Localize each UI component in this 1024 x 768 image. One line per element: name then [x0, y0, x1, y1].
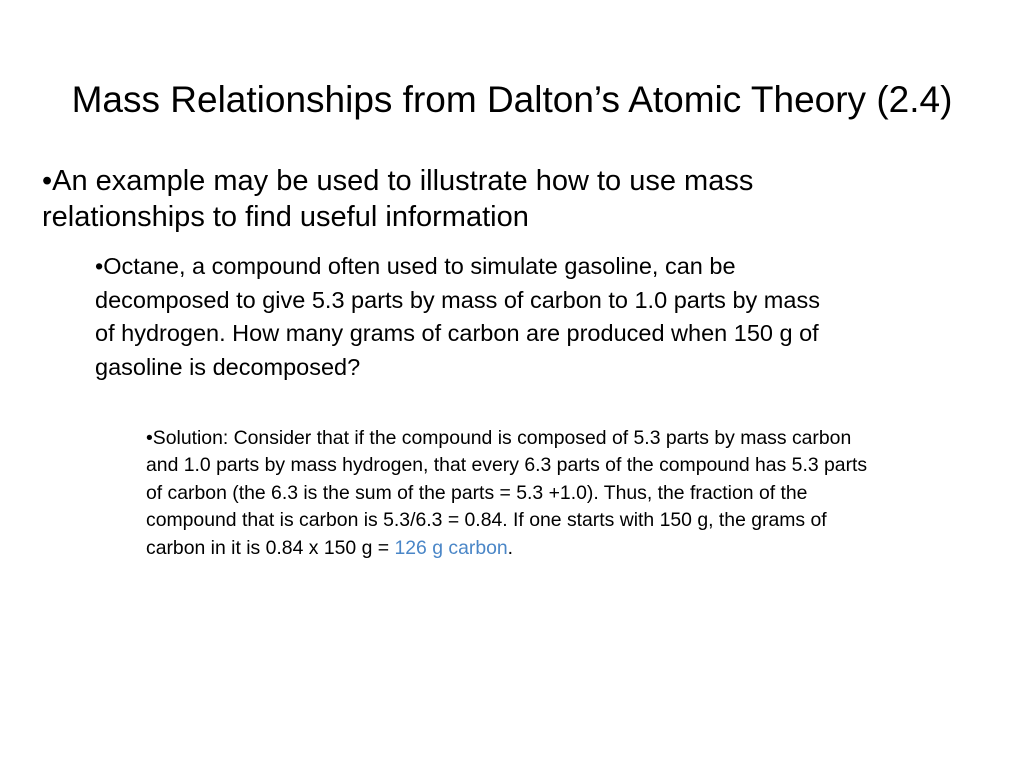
bullet-l3-last-line [146, 535, 1006, 562]
solution-text-prefix: carbon in it is 0.84 x 150 g = [146, 536, 395, 559]
bullet-l1-line: relationships to find useful information [42, 201, 529, 233]
bullet-l3-line: compound that is carbon is 5.3/6.3 = 0.84. If one starts with 150 g, the grams of [146, 509, 827, 532]
bullet-l3-line: •Solution: Consider that if the compound is composed of 5.3 parts by mass carbon [146, 427, 852, 449]
bullet-level-2 [95, 250, 995, 384]
answer-highlight: 126 g carbon [394, 536, 508, 559]
slide-title: Mass Relationships from Dalton’s Atomic Theory (2.4) [71, 79, 953, 120]
solution-text-suffix: . [507, 536, 514, 559]
bullet-l3-line: and 1.0 parts by mass hydrogen, that every 6.3 parts of the compound has 5.3 parts [146, 454, 868, 477]
bullet-level-1 [42, 163, 942, 235]
bullet-level-3-solution [146, 425, 1006, 562]
bullet-l1-line: •An example may be used to illustrate how to use mass [42, 165, 754, 197]
bullet-l2-line: of hydrogen. How many grams of carbon are produced when 150 g of [95, 320, 819, 346]
bullet-l2-line: •Octane, a compound often used to simulate gasoline, can be [95, 253, 736, 279]
bullet-l2-line: gasoline is decomposed? [95, 353, 361, 380]
bullet-l3-line: of carbon (the 6.3 is the sum of the parts = 5.3 +1.0). Thus, the fraction of the [146, 481, 808, 504]
bullet-l2-line: decomposed to give 5.3 parts by mass of carbon to 1.0 parts by mass [95, 286, 820, 313]
